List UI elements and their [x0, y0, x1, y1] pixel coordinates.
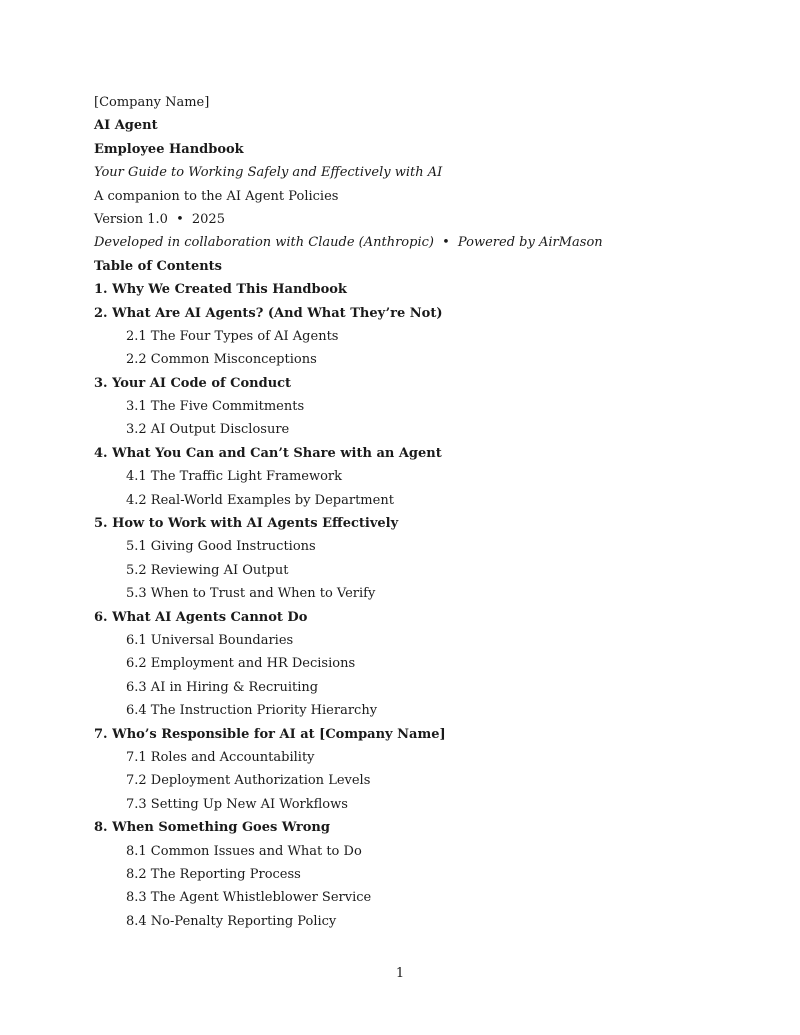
version-year: 2025	[191, 211, 225, 227]
toc-subsection-6-3[interactable]: 6.3 AI in Hiring & Recruiting	[126, 679, 319, 695]
toc-heading: Table of Contents	[94, 258, 222, 274]
toc-subsection-5-3[interactable]: 5.3 When to Trust and When to Verify	[126, 586, 376, 602]
toc-subsection-6-4[interactable]: 6.4 The Instruction Priority Hierarchy	[126, 703, 378, 719]
toc-section-3[interactable]: 3. Your AI Code of Conduct	[94, 375, 292, 391]
tagline: Your Guide to Working Safely and Effectively with AI	[94, 165, 443, 181]
toc-subsection-7-1[interactable]: 7.1 Roles and Accountability	[126, 749, 315, 765]
title-line-1: AI Agent	[94, 118, 158, 134]
toc-section-4[interactable]: 4. What You Can and Can’t Share with an Agent	[94, 445, 442, 461]
toc-section-7[interactable]: 7. Who’s Responsible for AI at [Company Name]	[94, 726, 446, 742]
toc-subsection-8-1[interactable]: 8.1 Common Issues and What to Do	[126, 843, 362, 859]
company-name: [Company Name]	[94, 95, 210, 110]
toc-subsection-3-1[interactable]: 3.1 The Five Commitments	[126, 399, 305, 415]
toc-subsection-4-1[interactable]: 4.1 The Traffic Light Framework	[126, 469, 343, 485]
toc-subsection-3-2[interactable]: 3.2 AI Output Disclosure	[126, 422, 290, 438]
toc-list	[94, 278, 734, 933]
toc-subsection-7-2[interactable]: 7.2 Deployment Authorization Levels	[126, 773, 371, 789]
bullet-separator: •	[442, 235, 450, 251]
version-line	[94, 208, 734, 231]
title-line-2: Employee Handbook	[94, 141, 244, 157]
toc-section-1[interactable]: 1. Why We Created This Handbook	[94, 282, 347, 298]
toc-subsection-7-3[interactable]: 7.3 Setting Up New AI Workflows	[126, 796, 348, 812]
toc-subsection-5-1[interactable]: 5.1 Giving Good Instructions	[126, 539, 316, 555]
bullet-separator: •	[176, 211, 184, 227]
toc-subsection-2-1[interactable]: 2.1 The Four Types of AI Agents	[126, 328, 339, 344]
page-number: 1	[395, 966, 405, 981]
toc-subsection-4-2[interactable]: 4.2 Real-World Examples by Department	[126, 492, 394, 508]
credit-powered: Powered by AirMason	[457, 235, 603, 251]
toc-subsection-2-2[interactable]: 2.2 Common Misconceptions	[126, 352, 317, 368]
credit-line	[94, 231, 734, 254]
toc-subsection-8-4[interactable]: 8.4 No-Penalty Reporting Policy	[126, 913, 337, 929]
toc-section-8[interactable]: 8. When Something Goes Wrong	[94, 820, 330, 836]
toc-section-6[interactable]: 6. What AI Agents Cannot Do	[94, 609, 308, 625]
credit-developed: Developed in collaboration with Claude (Anthropic)	[94, 235, 434, 251]
companion-note: A companion to the AI Agent Policies	[94, 188, 339, 204]
toc-subsection-6-1[interactable]: 6.1 Universal Boundaries	[126, 632, 294, 648]
toc-section-2[interactable]: 2. What Are AI Agents? (And What They’re Not)	[94, 305, 443, 321]
handbook-page	[94, 91, 734, 933]
toc-subsection-8-2[interactable]: 8.2 The Reporting Process	[126, 866, 301, 882]
version-text: Version 1.0	[94, 211, 168, 227]
toc-subsection-6-2[interactable]: 6.2 Employment and HR Decisions	[126, 656, 356, 672]
toc-section-5[interactable]: 5. How to Work with AI Agents Effectively	[94, 516, 399, 532]
toc-subsection-8-3[interactable]: 8.3 The Agent Whistleblower Service	[126, 890, 372, 906]
toc-subsection-5-2[interactable]: 5.2 Reviewing AI Output	[126, 562, 289, 578]
